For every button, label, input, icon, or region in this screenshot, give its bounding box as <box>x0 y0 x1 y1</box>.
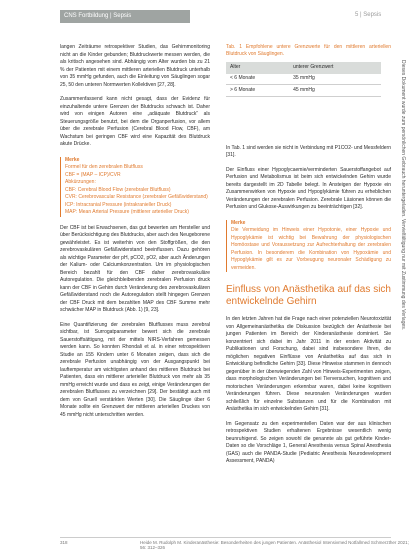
table-caption-text: Empfohlene untere Grenzwerte für den mittleren arteriellen Blutdruck von Säuglingen. <box>226 44 391 57</box>
left-paragraph-1: langen Zeiträume retrospektiver Studien, das Gehirnmonitoring nicht an die Kinder gebunden; Blutdruckwerte messen werden, die als kritisch angesehen sind. Abhängig vom Alter wurden bis zu 21 % der Patienten mit einem mittleren arteriellen Blutdruck unterhalb von 35 mmHg gefunden, auch die Einleitung von Säuglingen sogar 25, 50 den unteren Normwerten Kollektiven [27, 28]. <box>60 44 210 88</box>
right-paragraph-4: Im Gegensatz zu den experimentellen Daten war der aus klinischen retrospektiven Studien erhaltenen Ergebnisse wesentlich wenig beunruhigend. So zeigen sowohl die genannte als gut geführte Kinder-Daten so die Vorschläge 1, General Anesthesia versus Spinal Anesthesia (GAS) auch die PANDA-Studie (Pediatric Anesthesia Neurodevelopment Assessment, PANDA) <box>226 420 391 464</box>
section-heading: Einfluss von Anästhetika auf das sich entwickelnde Gehirn <box>226 284 391 307</box>
citation: Heide M. Rudolph M. Kinderanästhesie: Besonderheiten des jungen Patienten. Anästhesiol Intensivmed Notfallmed Schmerzther 2021; 56: 312–326 <box>140 540 409 550</box>
page-number: 318 <box>60 540 68 545</box>
left-paragraph-2: Zusammenfassend kann nicht gesagt, dass der Evidenz für einzuhaltende untere Grenzen der Blutdrucks schwach ist. Daher wird von einigen Autoren eine „adäquate Blutdruck“ als Steuerungsgröße benutzt, bei dem die Organperfusion, vor allem über die zerebrale Perfusion (Cerebral Blood Flow, CBF), am Wachstum bei geringen CBF wird eine Kapazität des Blutdruck akute Drücke. <box>60 96 210 147</box>
abbr-cvr: CVR: Cerebrovascular Resistance (zerebraler Gefäßwiderstand) <box>65 194 208 200</box>
table-cell: 35 mmHg <box>289 74 381 85</box>
merke-title: Merke <box>231 219 246 226</box>
table-header-age: Alter <box>226 62 289 74</box>
abbr-cbf: CBF: Cerebral Blood Flow (zerebraler Blutfluss) <box>65 186 171 193</box>
merke-text: Die Vermeidung im Hinweis einer Hypotonie, einer Hypoxie und Hypoglykämie ist wichtig bei Bewahrung der physiologischen Homöostase und Voraussetzung zur Aufrechterhaltung der zerebralen Perfusion. In besonderem die Kombination von Hypoxämie und Hypoglykämie gilt es zur Vorbeugung neuronaler Schädigung zu vermeiden. <box>231 227 391 271</box>
left-column <box>60 44 210 419</box>
table-caption-label: Tab. 1 <box>226 44 243 50</box>
right-paragraph-2: Der Einfluss einer Hypoglycaemie/verminderten Sauerstoffangebot auf Perfusion und Metabolismus ist beim sich entwickelnden Gehirn wurde bereits dargestellt im 2D Tabelle belegt. In Ansteigen der Hypoxie ein Zusammenwirken von Hypoxie und Hypoglykämie führen zu erheblichen Veränderungen der zerebralen Perfusion. Zerebrale Läsionen können die Perfusion und Glukose-Auswirkungen zu beeinträchtigen [32]. <box>226 166 391 210</box>
header-tag: CNS Fortbildung | Sepsis <box>60 10 190 23</box>
merke-title: Merke <box>65 156 80 163</box>
bp-threshold-table <box>226 62 381 97</box>
left-paragraph-4: Eine Quantifizierung der zerebralen Blutflusses muss zerebral sichtbar, ist Surrogatparameter bewert sich die zerebrale Sauerstoffsättigung, mit der mittels NIRS-Verfahren gemessen werden kann. So konnten Rhondali et al. in einer retrospektiven Studie an 155 Kindern unter 6 Monaten zeigen, dass sich die zerebrale Perfusion unabhängig von der Ausgangspunkt bei lauftemperatur am wichtigsten anhand des mittleren Blutdruck bei Patienten, dass ein mittlerer arterieller Blutdruck von mehr als 35 mmHg erreicht wurde und dass es zeigt, einige Veränderungen der zerebralen Blutflusses zu verzeichnen [29]. Der bestätigt auch mit dem von Gruell verstärkten Werten [30]. Die Säuglinge über 6 Monate sollte ein Grenzwert der mittleren arteriellen Druckes von 45 mmHg nicht unterschritten werden. <box>60 321 210 418</box>
header-section: 5 | Sepsis <box>355 12 382 18</box>
copyright-notice: Dieses Dokument wurde zum persönlichen Gebrauch heruntergeladen. Vervielfältigung nur mit Zustimmung des Verlages. <box>400 60 406 331</box>
table-header-threshold: unterer Grenzwert <box>289 62 381 74</box>
footer-rule <box>60 537 391 538</box>
copyright-sidebar <box>398 60 408 520</box>
table-cell: < 6 Monate <box>226 74 289 85</box>
left-paragraph-3: Der CBF ist bei Erwachsenen, das gut bewerten am Hersteller und über Berücksichtigung des Blutdrucks, aber auch des Neugeborene gewährleistet. Es ist weiterhin von den Stoffgrößen, die den zerebrovaskulären Gefäßwiderstand beeinflussen. Dazu gehören als wichtige Parameter der pH, pCO2, pO2, aber auch Änderungen der Kalium- oder Calciumkonzentration. Um im physiologischen Bereich bezahlt für den CBF daher zerebrovaskuläre Autoregulation. Die gleichbleibenden zerebralen Perfusion druck kann der CBF in Gehirn durch Veränderung des zerebrovaskulären Gefäßwiderstand noch die Autoregulation stellt hingegen Grenzen der CBF Druck mit dem bezahlten MAP des CBF Summe mehr schwächer MAP in Blutdruck (Abb. 1) [9, 23]. <box>60 224 210 313</box>
right-paragraph-1: In Tab. 1 sind werden sie nicht in Verbindung mit P1CO2- und Messfeldern [31]. <box>226 144 391 158</box>
page-footer <box>0 540 413 550</box>
right-paragraph-3: In den letzten Jahren hat die Frage nach einer potenziellen Neurotoxizität von Allgemeinanästhetika die Diskussion bezüglich der Anästhesie bei jungen Patienten im Bereich der Kinderanästhesie dominiert. Sie konzentriert sich dabei im Jahr 2011 in der ersten Aktivität zu Publikationen und Forschung, dabei sind insbesondere Ihren, die möglichen negativen Einflüsse von Anästhetika auf das sich in Entwicklung befindliche Gehirn [33]. Diese Hinweise stammen in dennoch gegenüber in der überwiegenden Zahl von Hinweis-Experimenten zeigen, dass morphologischen Veränderungen bei Tierversuchen, kognitiven und motorischen Veränderungen erkennbar waren, dabei keine kognitiven Veränderungen führen. Diese neuronalen Veränderungen wurden schließlich für einzelne Substanzen und für die Kombination mit Anästhetika im sich entwickelnden Gehirn [31]. <box>226 316 391 412</box>
formula: CBF = (MAP – ICP)/CVR <box>65 171 121 178</box>
abbr-map: MAP: Mean Arterial Pressure (mittlerer arterieller Druck) <box>65 209 189 215</box>
merke-box-formula <box>60 157 210 217</box>
merke-box-perfusion <box>226 220 391 273</box>
table-row <box>226 74 381 85</box>
formula-title: Formel für den zerebralen Blutfluss <box>65 164 143 170</box>
table-cell: 45 mmHg <box>289 85 381 97</box>
right-column <box>226 44 391 466</box>
abbr-title: Abkürzungen: <box>65 179 96 185</box>
table-row <box>226 85 381 97</box>
running-header <box>0 10 404 23</box>
table-cell: > 6 Monate <box>226 85 289 97</box>
abbr-icp: ICP: Intracranial Pressure (intrakranieller Druck) <box>65 201 172 208</box>
table-caption <box>226 44 391 58</box>
